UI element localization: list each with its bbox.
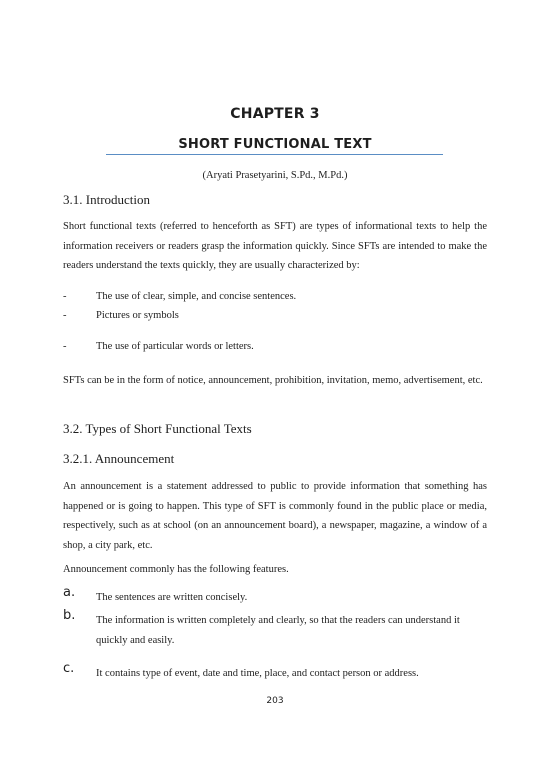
- intro-paragraph: Short functional texts (referred to henceforth as SFT) are types of informational texts to help the information receivers or readers grasp the information quickly. Since SFTs are intended to make the readers understand the texts quickly, they are usually characterized by:: [63, 221, 487, 271]
- announcement-heading: 3.2.1. Announcement: [63, 451, 175, 466]
- chapter-title: SHORT FUNCTIONAL TEXT: [178, 137, 372, 152]
- feature-text: It contains type of event, date and time, place, and contact person or address.: [96, 668, 419, 679]
- feature-text: The sentences are written concisely.: [96, 592, 248, 603]
- feature-marker: b.: [63, 608, 76, 623]
- bullet-marker: -: [63, 341, 67, 352]
- chapter-label: CHAPTER 3: [230, 106, 320, 122]
- feature-marker: a.: [63, 585, 76, 600]
- page-number: 203: [266, 696, 284, 706]
- title-underline: [106, 154, 443, 155]
- author-line: (Aryati Prasetyarini, S.Pd., M.Pd.): [202, 170, 348, 181]
- intro-heading: 3.1. Introduction: [63, 192, 151, 207]
- feature-marker: c.: [63, 661, 75, 676]
- feature-text: The information is written completely and clearly, so that the readers can understand it quickly and easily.: [96, 615, 460, 646]
- types-heading: 3.2. Types of Short Functional Texts: [63, 421, 252, 436]
- bullet-text: Pictures or symbols: [96, 310, 179, 321]
- bullet-text: The use of clear, simple, and concise sentences.: [96, 291, 297, 302]
- bullet-marker: -: [63, 291, 67, 302]
- features-intro: Announcement commonly has the following features.: [63, 564, 289, 575]
- forms-paragraph: SFTs can be in the form of notice, announcement, prohibition, invitation, memo, advertisement, etc.: [63, 375, 483, 386]
- bullet-text: The use of particular words or letters.: [96, 341, 254, 352]
- announcement-paragraph: An announcement is a statement addressed to public to provide information that something has happened or is going to happen. This type of SFT is commonly found in the public place or media, respectively, such as at school (on an announcement board), a newspaper, magazine, a window of a shop, a city park, etc.: [63, 481, 487, 551]
- bullet-marker: -: [63, 310, 67, 321]
